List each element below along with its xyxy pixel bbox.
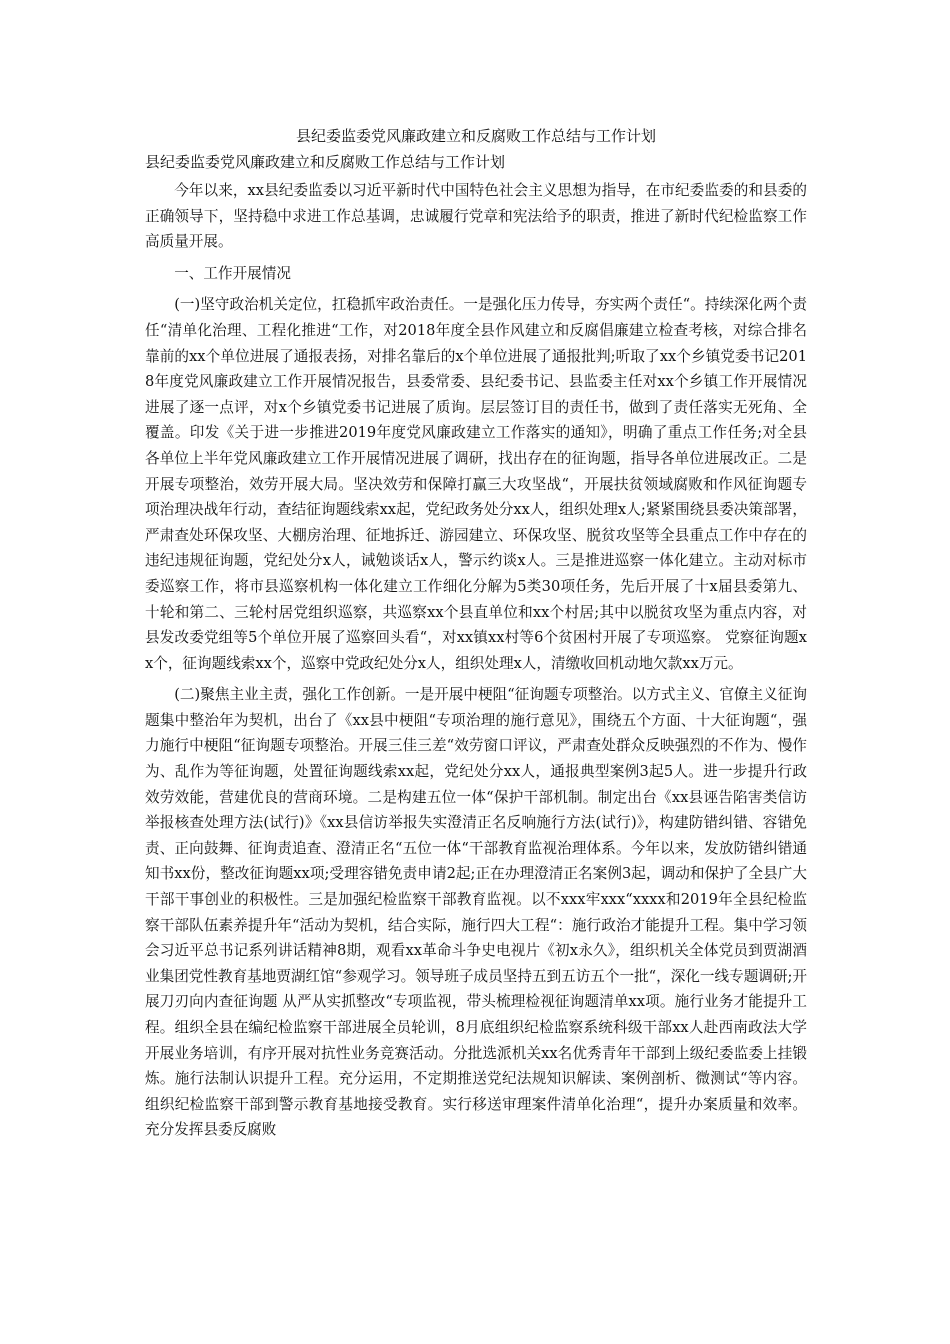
- intro-paragraph: 今年以来，xx县纪委监委以习近平新时代中国特色社会主义思想为指导，在市纪委监委的和县委的正确领导下，坚持稳中求进工作总基调，忠诚履行党章和宪法给予的职责，推进了新时代纪检监察工作高质量开展。: [145, 182, 807, 251]
- document-page: [145, 124, 807, 1149]
- document-subtitle: 县纪委监委党风廉政建立和反腐败工作总结与工作计划: [145, 153, 506, 171]
- document-title: 县纪委监委党风廉政建立和反腐败工作总结与工作计划: [295, 127, 656, 145]
- section-heading: 一、工作开展情况: [174, 264, 291, 282]
- body-paragraph-1: (一)坚守政治机关定位，扛稳抓牢政治责任。一是强化压力传导，夯实两个责任“。持续深化两个责任“清单化治理、工程化推进“工作，对2018年度全县作风建立和反腐倡廉建立检查考核，对综合排名靠前的xx个单位进展了通报表扬，对排名靠后的x个单位进展了通报批判;听取了xx个乡镇党委书记2018年度党风廉政建立工作开展情况报告，县委常委、县纪委书记、县监委主任对xx个乡镇工作开展情况进展了逐一点评，对x个乡镇党委书记进展了质询。层层签订目的责任书，做到了责任落实无死角、全覆盖。印发《关于进一步推进2019年度党风廉政建立工作落实的通知》，明确了重点工作任务;对全县各单位上半年党风廉政建立工作开展情况进展了调研，找出存在的征询题，指导各单位进展改正。二是开展专项整治，效劳开展大局。坚决效劳和保障打赢三大攻坚战“，开展扶贫领域腐败和作风征询题专项治理决战年行动，查结征询题线索xx起，党纪政务处分xx人，组织处理x人;紧紧围绕县委决策部署，严肃查处环保攻坚、大棚房治理、征地拆迁、游园建立、环保攻坚、脱贫攻坚等全县重点工作中存在的违纪违规征询题，党纪处分x人，诫勉谈话x人，警示约谈x人。三是推进巡察一体化建立。主动对标市委巡察工作，将市县巡察机构一体化建立工作细化分解为5类30项任务，先后开展了十x届县委第九、十轮和第二、三轮村居党组织巡察，共巡察xx个县直单位和xx个村居;其中以脱贫攻坚为重点内容，对县发改委党组等5个单位开展了巡察回头看“，对xx镇xx村等6个贫困村开展了专项巡察。 党察征询题xx个，征询题线索xx个，巡察中党政纪处分x人，组织处理x人，清缴收回机动地欠款xx万元。: [145, 296, 807, 672]
- body-paragraph-2: (二)聚焦主业主责，强化工作创新。一是开展中梗阻“征询题专项整治。以方式主义、官僚主义征询题集中整治年为契机，出台了《xx县中梗阻“专项治理的施行意见》，围绕五个方面、十大征询题“，强力施行中梗阻“征询题专项整治。开展三佳三差“效劳窗口评议，严肃查处群众反映强烈的不作为、慢作为、乱作为等征询题，处置征询题线索xx起，党纪处分xx人，通报典型案例3起5人。进一步提升行政效劳效能，营建优良的营商环境。二是构建五位一体“保护干部机制。制定出台《xx县诬告陷害类信访举报核查处理方法(试行)》《xx县信访举报失实澄清正名反响施行方法(试行)》，构建防错纠错、容错免责、正向鼓舞、征询责追查、澄清正名“五位一体“干部教育监视治理体系。今年以来，发放防错纠错通知书xx份，整改征询题xx项;受理容错免责申请2起;正在办理澄清正名案例3起，调动和保护了全县广大干部干事创业的积极性。三是加强纪检监察干部教育监视。以不xxx牢xxx“xxxx和2019年全县纪检监察干部队伍素养提升年“活动为契机，结合实际，施行四大工程“：施行政治才能提升工程。集中学习领会习近平总书记系列讲话精神8期，观看xx革命斗争史电视片《初x永久》，组织机关全体党员到贾湖酒业集团党性教育基地贾湖红馆“参观学习。领导班子成员坚持五到五访五个一批“，深化一线专题调研;开展刀刃向内查征询题 从严从实抓整改“专项监视，带头梳理检视征询题清单xx项。施行业务才能提升工程。组织全县在编纪检监察干部进展全员轮训，8月底组织纪检监察系统科级干部xx人赴西南政法大学开展业务培训，有序开展对抗性业务竞赛活动。分批选派机关xx名优秀青年干部到上级纪委监委上挂锻炼。施行法制认识提升工程。充分运用，不定期推送党纪法规知识解读、案例剖析、微测试“等内容。组织纪检监察干部到警示教育基地接受教育。实行移送审理案件清单化治理“，提升办案质量和效率。充分发挥县委反腐败: [145, 686, 807, 1139]
